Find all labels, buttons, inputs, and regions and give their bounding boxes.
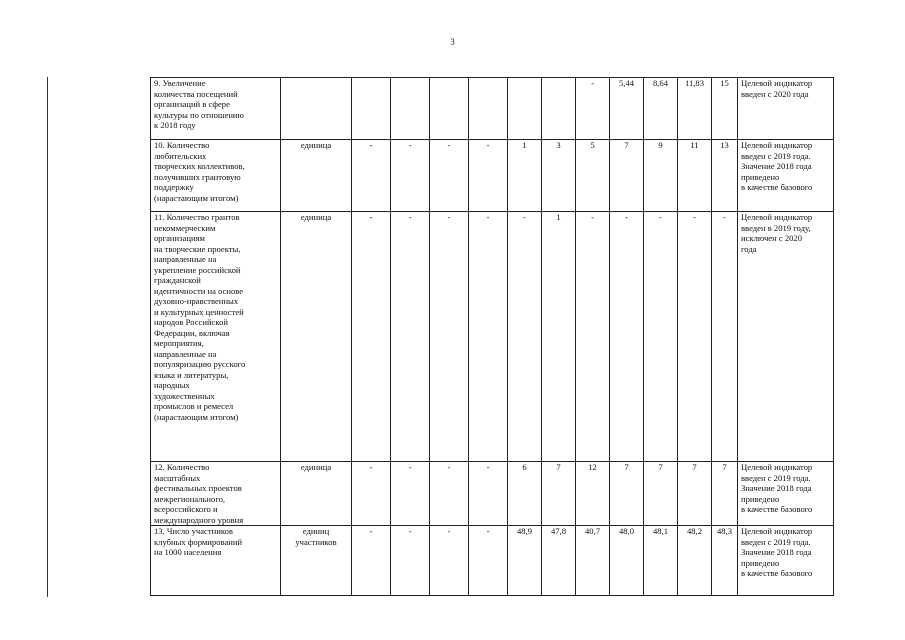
value-cell: 48,9 xyxy=(508,526,542,596)
value-cell: 7 xyxy=(678,462,712,526)
value-cell: - xyxy=(644,212,678,462)
value-cell: 7 xyxy=(542,462,576,526)
value-cell: 13 xyxy=(712,140,738,212)
margin-rule xyxy=(47,77,48,597)
unit-cell: единица xyxy=(281,462,352,526)
value-cell: 48,1 xyxy=(644,526,678,596)
value-cell: - xyxy=(508,212,542,462)
value-cell: 7 xyxy=(610,462,644,526)
value-cell xyxy=(430,78,469,140)
value-cell: - xyxy=(610,212,644,462)
note-cell: Целевой индикатор введен с 2020 года xyxy=(738,78,834,140)
value-cell: 8,64 xyxy=(644,78,678,140)
value-cell: 48,3 xyxy=(712,526,738,596)
value-cell: - xyxy=(391,140,430,212)
value-cell: 40,7 xyxy=(576,526,610,596)
table-row xyxy=(151,78,834,140)
value-cell xyxy=(508,78,542,140)
value-cell: 7 xyxy=(712,462,738,526)
indicator-name: 10. Количество любительских творческих коллективов, получивших грантовую поддержку (нарастающим итогом) xyxy=(151,140,281,212)
value-cell: 7 xyxy=(610,140,644,212)
value-cell: - xyxy=(430,526,469,596)
value-cell: - xyxy=(469,140,508,212)
indicator-name: 12. Количество масштабных фестивальных проектов межрегионального, всероссийского и международного уровня xyxy=(151,462,281,526)
value-cell: 48,0 xyxy=(610,526,644,596)
value-cell: - xyxy=(469,212,508,462)
value-cell xyxy=(352,78,391,140)
value-cell: - xyxy=(352,140,391,212)
value-cell xyxy=(391,78,430,140)
table-row xyxy=(151,140,834,212)
value-cell: - xyxy=(352,462,391,526)
value-cell: 5,44 xyxy=(610,78,644,140)
unit-cell xyxy=(281,78,352,140)
unit-cell: единица xyxy=(281,212,352,462)
unit-cell: единиц участников xyxy=(281,526,352,596)
value-cell: 48,2 xyxy=(678,526,712,596)
value-cell: - xyxy=(430,212,469,462)
value-cell: - xyxy=(678,212,712,462)
value-cell: 5 xyxy=(576,140,610,212)
value-cell: - xyxy=(712,212,738,462)
value-cell: 3 xyxy=(542,140,576,212)
value-cell xyxy=(542,78,576,140)
note-cell: Целевой индикатор введен в 2019 году, исключен с 2020 года xyxy=(738,212,834,462)
table-row xyxy=(151,212,834,462)
value-cell: 7 xyxy=(644,462,678,526)
value-cell: 1 xyxy=(542,212,576,462)
value-cell xyxy=(469,78,508,140)
value-cell: - xyxy=(391,526,430,596)
table-row xyxy=(151,526,834,596)
value-cell: - xyxy=(469,526,508,596)
value-cell: - xyxy=(352,212,391,462)
value-cell: 9 xyxy=(644,140,678,212)
value-cell: - xyxy=(430,462,469,526)
value-cell: - xyxy=(576,78,610,140)
table-row xyxy=(151,462,834,526)
value-cell: 1 xyxy=(508,140,542,212)
value-cell: 11 xyxy=(678,140,712,212)
value-cell: 15 xyxy=(712,78,738,140)
value-cell: - xyxy=(576,212,610,462)
indicator-name: 11. Количество грантов некоммерческим организациям на творческие проекты, направленные на укрепление российской гражданской идентичности на основе духовно-нравственных и культурных ценностей народов Российской Федерации, включая мероприятия, направленные на популяризацию русского языка и литературы, народных художественных промыслов и ремесел (нарастающим итогом) xyxy=(151,212,281,462)
value-cell: 12 xyxy=(576,462,610,526)
value-cell: - xyxy=(391,462,430,526)
value-cell: - xyxy=(391,212,430,462)
note-cell: Целевой индикатор введен с 2019 года. Значение 2018 года приведено в качестве базового xyxy=(738,526,834,596)
indicator-name: 9. Увеличение количества посещений организаций в сфере культуры по отношению к 2018 году xyxy=(151,78,281,140)
unit-cell: единица xyxy=(281,140,352,212)
value-cell: - xyxy=(430,140,469,212)
indicators-table xyxy=(150,77,834,596)
page-number: 3 xyxy=(450,37,455,47)
note-cell: Целевой индикатор введен с 2019 года. Значение 2018 года приведено в качестве базового xyxy=(738,462,834,526)
value-cell: 47,8 xyxy=(542,526,576,596)
value-cell: 11,83 xyxy=(678,78,712,140)
value-cell: 6 xyxy=(508,462,542,526)
value-cell: - xyxy=(352,526,391,596)
indicator-name: 13. Число участников клубных формирований на 1000 населения xyxy=(151,526,281,596)
note-cell: Целевой индикатор введен с 2019 года. Значение 2018 года приведено в качестве базового xyxy=(738,140,834,212)
value-cell: - xyxy=(469,462,508,526)
